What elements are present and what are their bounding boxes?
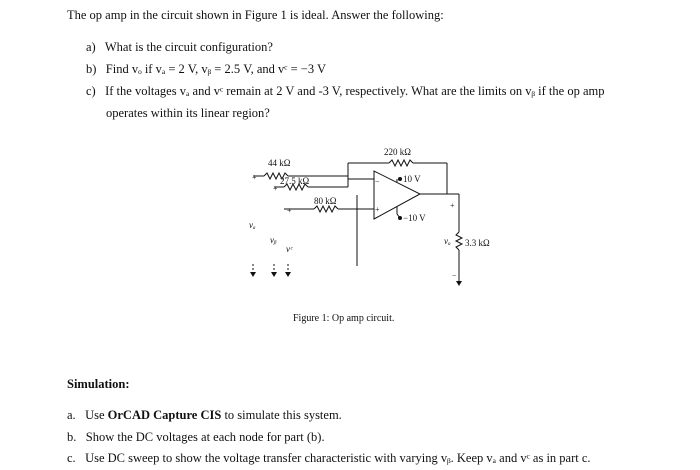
simulation-item-c-text: Use DC sweep to show the voltage transfer characteristic with varying vᵦ. Keep vₐ and vᶜ as in part c.	[85, 451, 591, 465]
r80-label: 80 kΩ	[314, 196, 337, 206]
simulation-heading: Simulation:	[67, 377, 130, 391]
vneg-label: −10 V	[403, 213, 426, 223]
intro-text: The op amp in the circuit shown in Figure 1 is ideal. Answer the following:	[67, 8, 444, 22]
svg-text:+: +	[252, 173, 257, 182]
question-a	[86, 40, 273, 55]
svg-text:+: +	[287, 206, 292, 215]
vo-ground-arrow	[456, 281, 462, 286]
question-c-label: c)	[86, 84, 96, 98]
simulation-item-b-label: b.	[67, 430, 77, 444]
vc-ground-arrow	[285, 272, 291, 277]
simulation-item-a	[67, 408, 342, 423]
svg-text:−: −	[452, 271, 457, 280]
simulation-item-b	[67, 430, 325, 445]
simulation-item-a-label: a.	[67, 408, 76, 422]
question-b-text: Find vₒ if vₐ = 2 V, vᵦ = 2.5 V, and vᶜ = −3 V	[105, 62, 327, 76]
svg-text:−: −	[375, 177, 380, 186]
question-a-label: a)	[86, 40, 96, 54]
vb-ground-arrow	[271, 272, 277, 277]
simulation-item-c-label: c.	[67, 451, 76, 465]
question-a-text: What is the circuit configuration?	[104, 40, 273, 54]
va-label: vₐ	[249, 220, 256, 230]
va-ground-arrow	[250, 272, 256, 277]
simulation-item-c	[67, 451, 591, 466]
vc-label: vᶜ	[286, 244, 293, 254]
vpos-node	[398, 177, 402, 181]
r44-label: 44 kΩ	[268, 158, 291, 168]
question-b-label: b)	[86, 62, 97, 76]
vo-label: vₒ	[444, 236, 451, 246]
svg-text:+: +	[450, 201, 455, 210]
vb-label: vᵦ	[270, 235, 277, 245]
r220-label: 220 kΩ	[384, 147, 411, 157]
simulation-item-a-post: to simulate this system.	[221, 408, 342, 422]
circuit-diagram	[244, 146, 490, 296]
svg-text:+: +	[273, 184, 278, 193]
vneg-node	[398, 216, 402, 220]
svg-text:+: +	[375, 205, 380, 214]
question-b	[86, 62, 326, 77]
question-c	[86, 84, 604, 99]
simulation-item-b-text: Show the DC voltages at each node for part (b).	[85, 430, 325, 444]
simulation-item-a-pre: Use	[85, 408, 108, 422]
op-amp-circuit-figure	[244, 146, 490, 296]
question-c-text-line2: operates within its linear region?	[106, 106, 270, 120]
r275-label: 27.5 kΩ	[280, 176, 310, 186]
orcad-name: OrCAD Capture CIS	[107, 408, 222, 422]
vpos-label: 10 V	[403, 174, 421, 184]
figure-caption: Figure 1: Op amp circuit.	[293, 313, 395, 324]
r33-label: 3.3 kΩ	[465, 238, 490, 248]
question-c-text-line1: If the voltages vₐ and vᶜ remain at 2 V and -3 V, respectively. What are the limits on vᵦ if the op amp	[105, 84, 605, 98]
